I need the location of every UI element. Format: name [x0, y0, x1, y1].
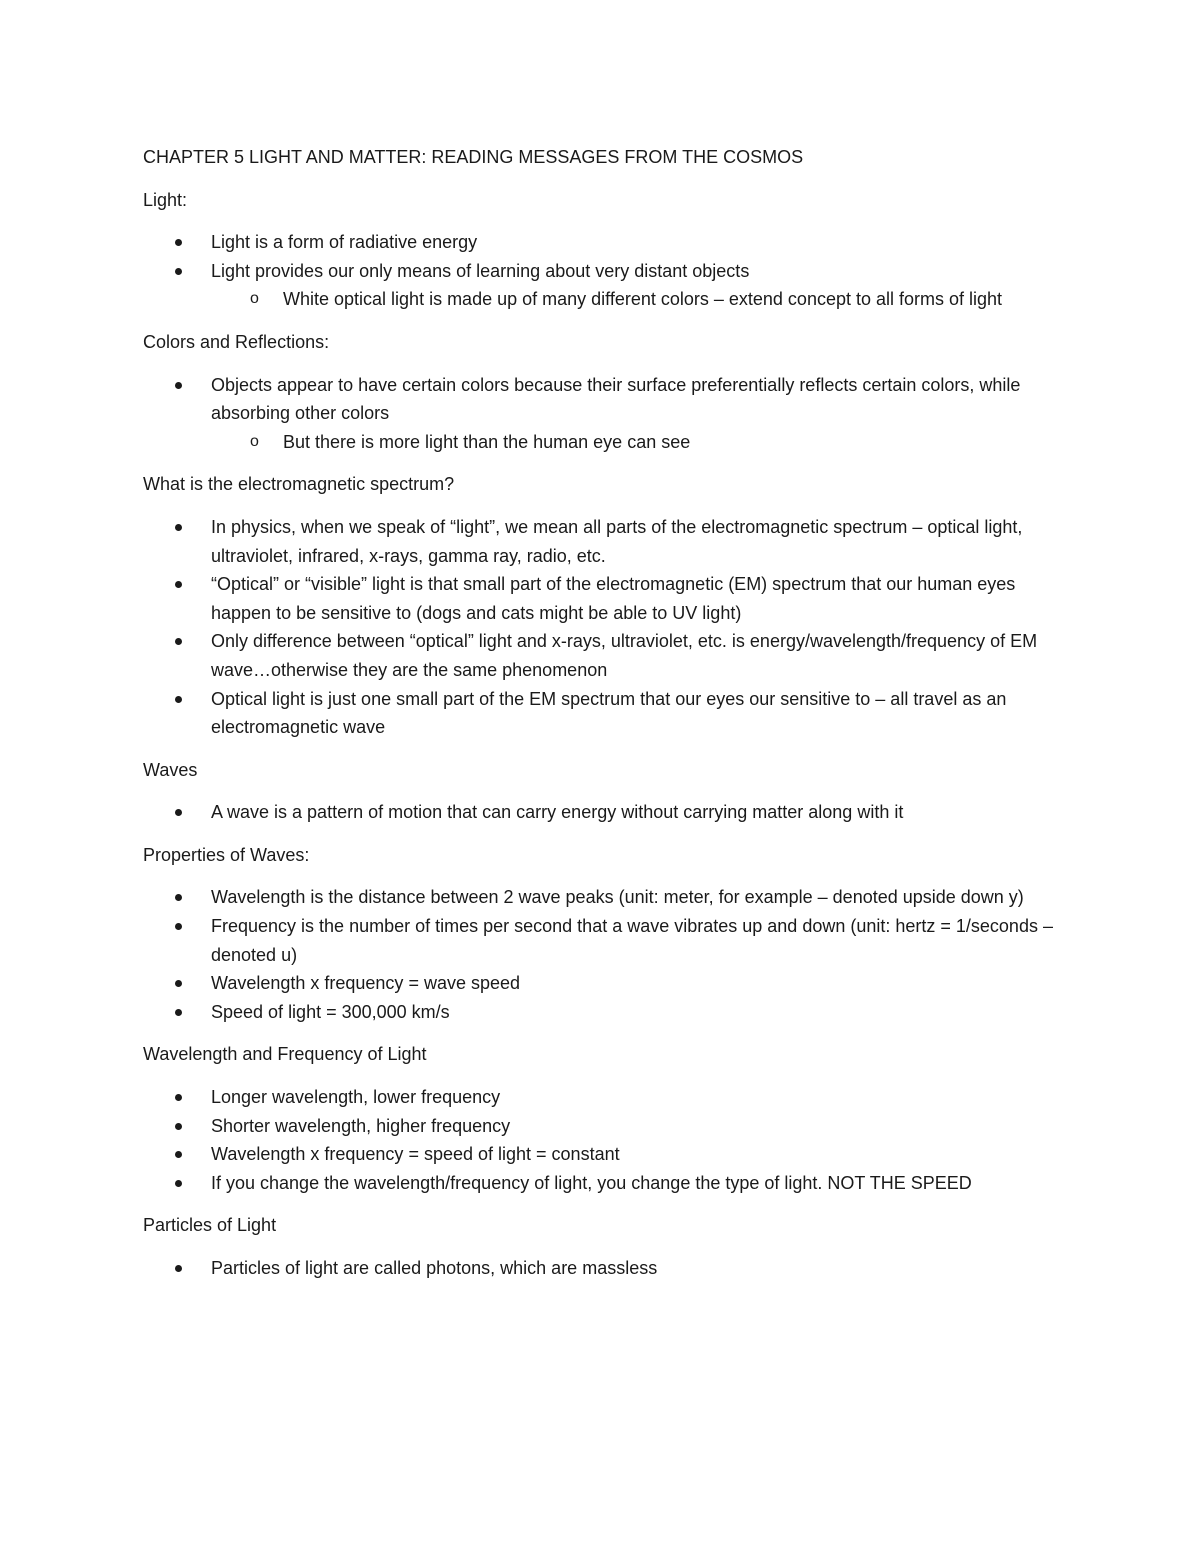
bullet-list-em-spectrum — [143, 513, 1063, 742]
list-item-text: Optical light is just one small part of the EM spectrum that our eyes our sensitive to – all travel as an electromagnetic wave — [211, 688, 1007, 738]
list-item-text: Wavelength x frequency = wave speed — [211, 973, 521, 994]
bullet-list-colors-reflections — [143, 371, 1063, 457]
list-item — [143, 883, 1063, 912]
list-item — [143, 969, 1063, 998]
bullet-list-light — [143, 228, 1063, 314]
bullet-icon — [175, 638, 182, 645]
bullet-icon — [175, 382, 182, 389]
bullet-icon — [175, 809, 182, 816]
section-heading-particles-of-light: Particles of Light — [143, 1215, 277, 1236]
document-page — [143, 143, 1063, 1297]
bullet-icon — [175, 980, 182, 987]
bullet-icon — [175, 923, 182, 930]
sub-list — [211, 285, 1063, 314]
list-item-text: In physics, when we speak of “light”, we mean all parts of the electromagnetic spectrum – optical light, ultraviolet, infrared, x-rays, gamma ray, radio, etc. — [211, 516, 1023, 566]
section-heading-waves: Waves — [143, 759, 198, 780]
list-item-text: A wave is a pattern of motion that can carry energy without carrying matter along with it — [211, 802, 904, 823]
bullet-icon — [175, 1265, 182, 1272]
list-item — [143, 228, 1063, 257]
section-heading-light: Light: — [143, 189, 188, 210]
list-item — [143, 1083, 1063, 1112]
circle-bullet-icon: o — [250, 432, 259, 450]
bullet-icon — [175, 1151, 182, 1158]
sub-list-item — [211, 428, 1063, 457]
list-item-text: Frequency is the number of times per second that a wave vibrates up and down (unit: hertz = 1/seconds – denoted u) — [211, 916, 1053, 965]
section-heading-properties-of-waves: Properties of Waves: — [143, 844, 310, 865]
bullet-icon — [175, 894, 182, 901]
list-item-text: Wavelength is the distance between 2 wave peaks (unit: meter, for example – denoted upside down y) — [211, 887, 1024, 908]
bullet-icon — [175, 581, 182, 588]
list-item — [143, 371, 1063, 457]
list-item-text: Wavelength x frequency = speed of light = constant — [211, 1144, 620, 1165]
sub-list-item-text: White optical light is made up of many different colors – extend concept to all forms of light — [283, 289, 1003, 310]
list-item — [143, 912, 1063, 969]
list-item-text: Longer wavelength, lower frequency — [211, 1087, 501, 1108]
circle-bullet-icon: o — [250, 290, 259, 308]
list-item-text: If you change the wavelength/frequency of light, you change the type of light. NOT THE SPEED — [211, 1172, 972, 1193]
bullet-list-particles-of-light — [143, 1254, 1063, 1283]
list-item-text: Speed of light = 300,000 km/s — [211, 1001, 450, 1022]
section-heading-colors-reflections: Colors and Reflections: — [143, 331, 330, 352]
list-item — [143, 513, 1063, 570]
sub-list-item-text: But there is more light than the human eye can see — [283, 431, 691, 452]
bullet-list-properties-of-waves — [143, 883, 1063, 1026]
document-title: CHAPTER 5 LIGHT AND MATTER: READING MESSAGES FROM THE COSMOS — [143, 147, 804, 167]
list-item-text: Shorter wavelength, higher frequency — [211, 1115, 511, 1136]
list-item-text: Only difference between “optical” light and x-rays, ultraviolet, etc. is energy/wavelength/frequency of EM wave…otherwise they are the same phenomenon — [211, 631, 1038, 680]
list-item — [143, 1112, 1063, 1141]
section-heading-wavelength-frequency: Wavelength and Frequency of Light — [143, 1044, 427, 1065]
bullet-icon — [175, 696, 182, 703]
sub-list — [211, 428, 1063, 457]
list-item — [143, 1254, 1063, 1283]
list-item-text: Particles of light are called photons, which are massless — [211, 1258, 658, 1278]
list-item — [143, 257, 1063, 314]
list-item-text: Light provides our only means of learning about very distant objects — [211, 260, 750, 281]
list-item — [143, 1140, 1063, 1169]
list-item — [143, 1169, 1063, 1198]
bullet-list-waves — [143, 798, 1063, 827]
bullet-icon — [175, 1123, 182, 1130]
list-item-text: “Optical” or “visible” light is that small part of the electromagnetic (EM) spectrum that our human eyes happen to be sensitive to (dogs and cats might be able to UV light) — [211, 574, 1016, 623]
list-item — [143, 570, 1063, 627]
bullet-icon — [175, 1180, 182, 1187]
list-item — [143, 998, 1063, 1027]
bullet-icon — [175, 1009, 182, 1016]
list-item-text: Objects appear to have certain colors because their surface preferentially reflects certain colors, while absorbing other colors — [211, 374, 1021, 424]
list-item — [143, 627, 1063, 684]
list-item — [143, 798, 1063, 827]
bullet-icon — [175, 268, 182, 275]
bullet-icon — [175, 524, 182, 531]
bullet-list-wavelength-frequency — [143, 1083, 1063, 1197]
section-heading-em-spectrum: What is the electromagnetic spectrum? — [143, 474, 455, 495]
sub-list-item — [211, 285, 1063, 314]
list-item — [143, 685, 1063, 742]
bullet-icon — [175, 239, 182, 246]
bullet-icon — [175, 1094, 182, 1101]
list-item-text: Light is a form of radiative energy — [211, 232, 478, 253]
